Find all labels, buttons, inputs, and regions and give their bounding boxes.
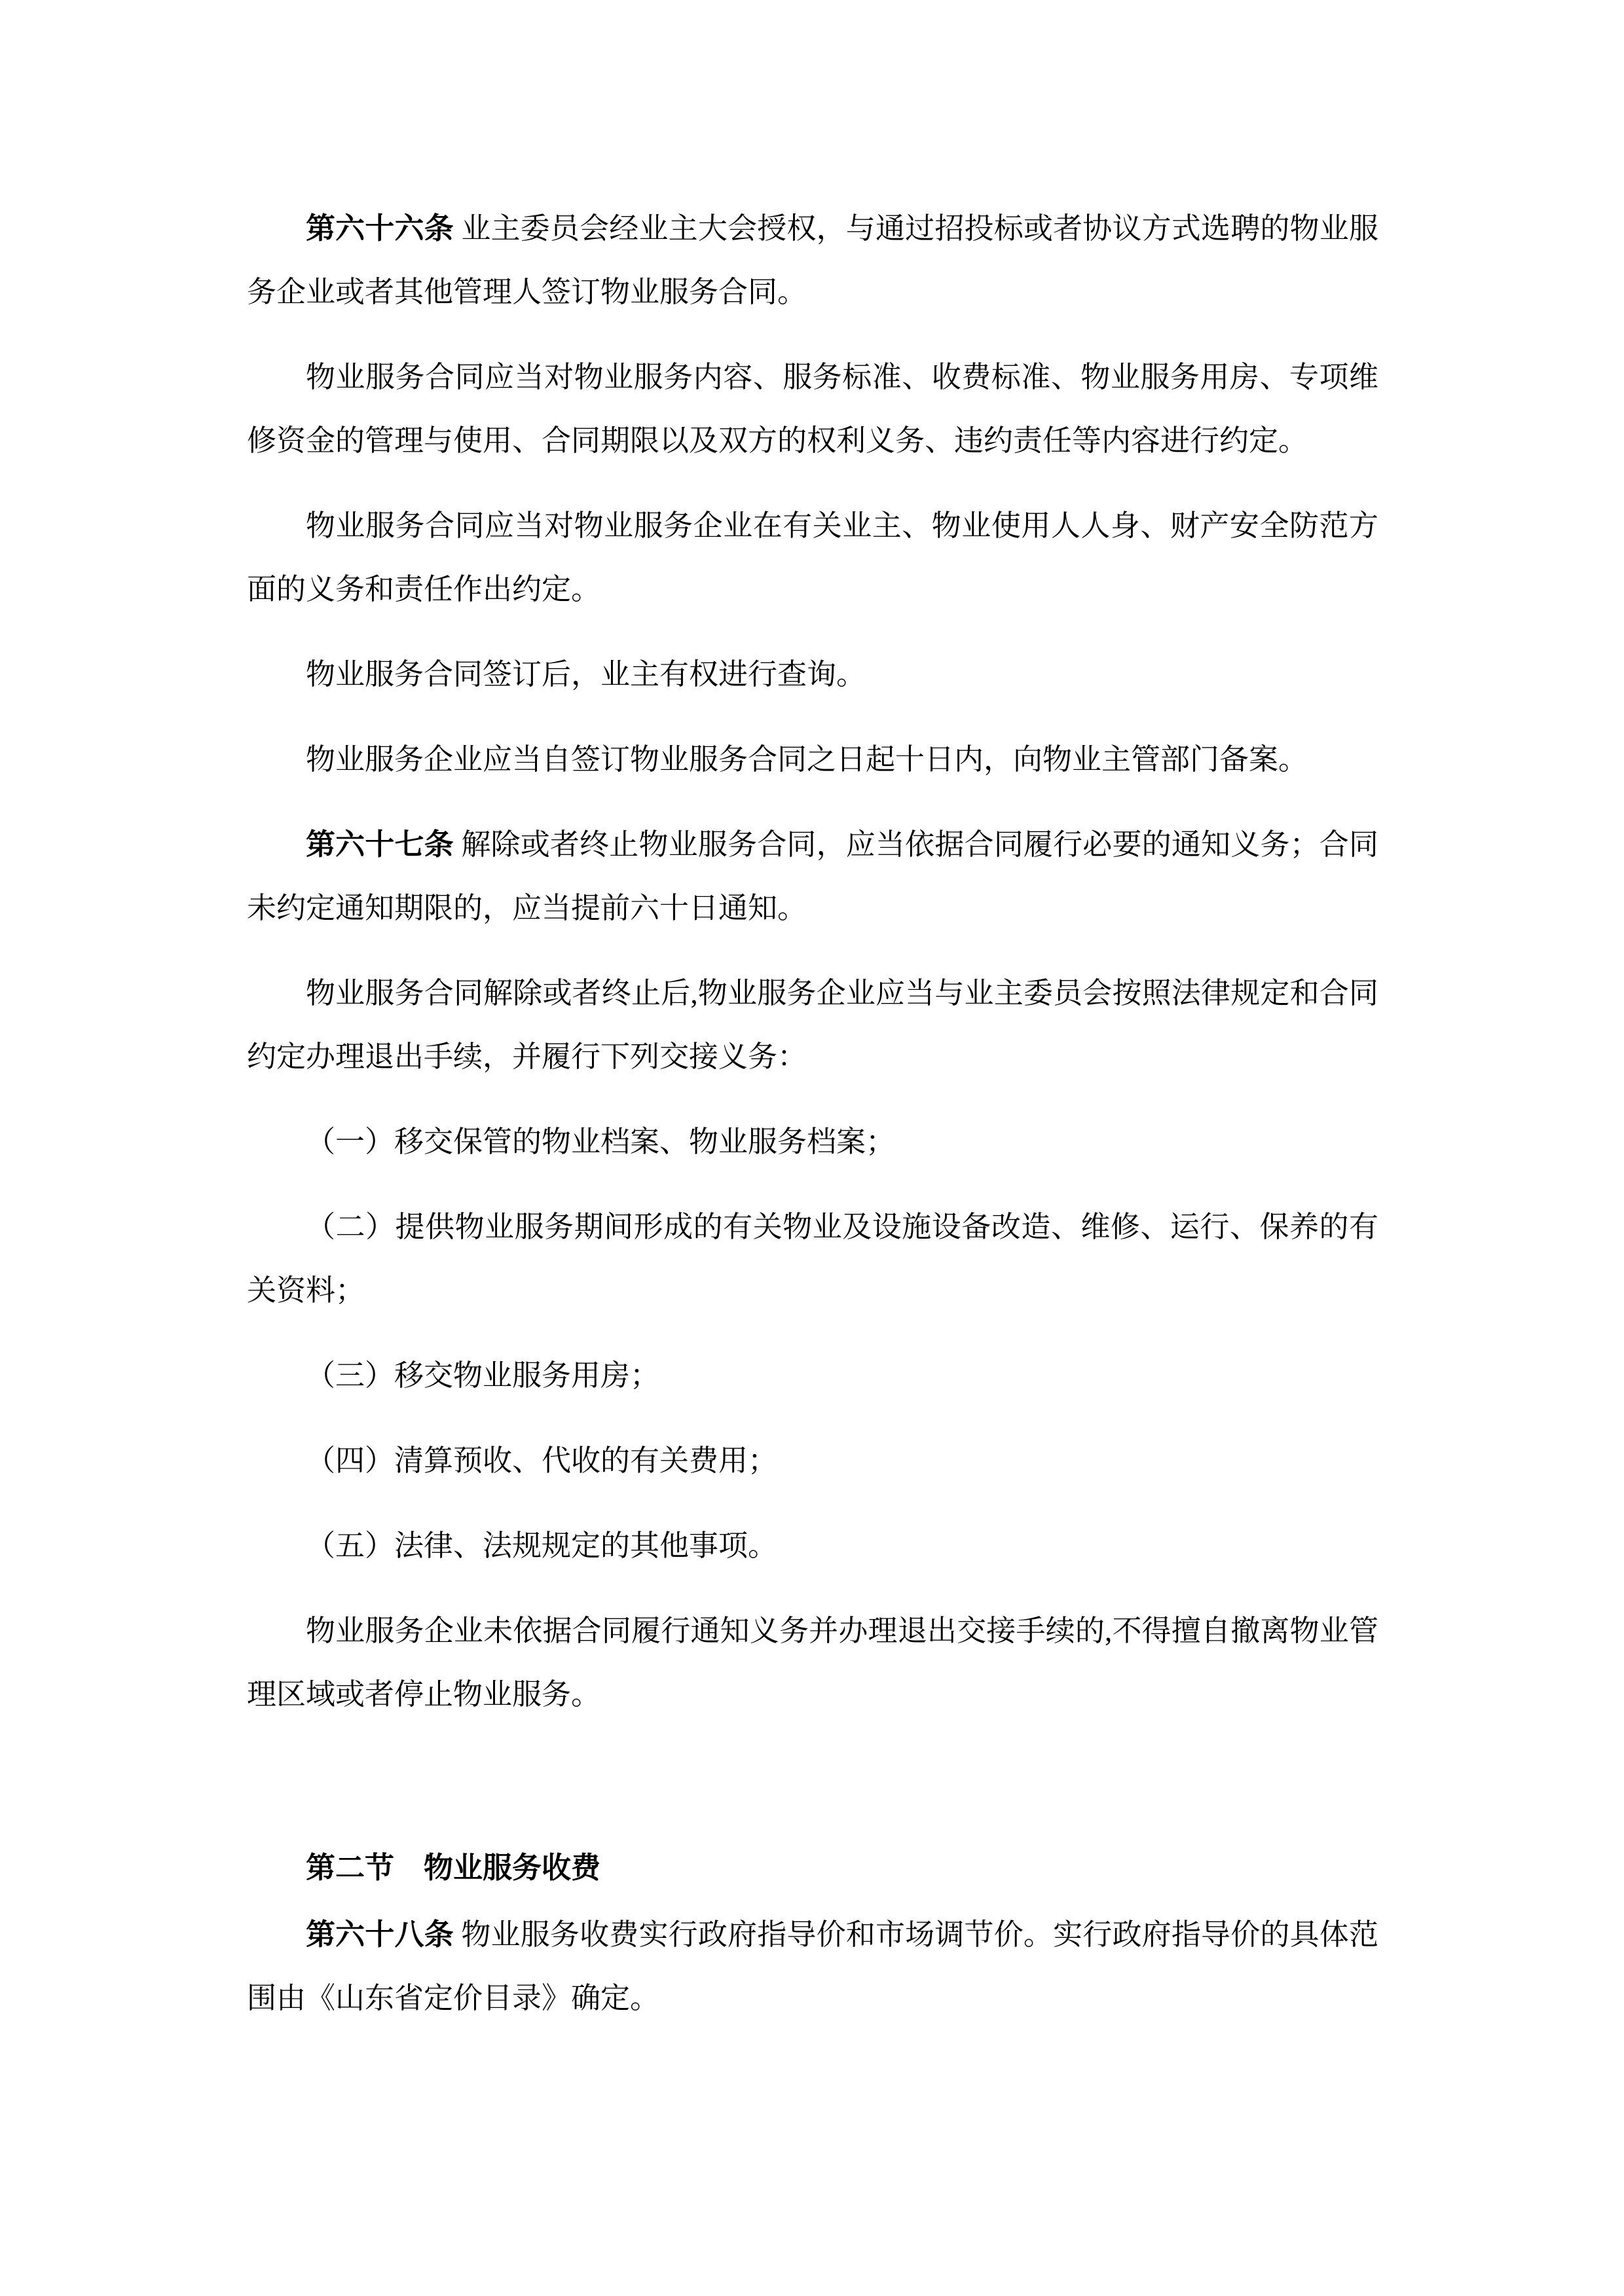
- paragraph-no-unauthorized-withdrawal-text: 物业服务企业未依据合同履行通知义务并办理退出交接手续的,不得擅自撤离物业管理区域或者停止物业服务。: [247, 1614, 1378, 1711]
- article-68-number: 第六十八条: [306, 1918, 454, 1951]
- list-item-5-text: （五）法律、法规规定的其他事项。: [306, 1529, 778, 1562]
- paragraph-no-unauthorized-withdrawal: [247, 1599, 1378, 1726]
- paragraph-exit-procedures-text: 物业服务合同解除或者终止后,物业服务企业应当与业主委员会按照法律规定和合同约定办理退出手续，并履行下列交接义务：: [247, 977, 1378, 1073]
- section-2-title: 物业服务收费: [394, 1851, 601, 1884]
- paragraph-article-67: [247, 813, 1378, 940]
- section-2-number: 第二节: [306, 1851, 395, 1884]
- list-item-3: [247, 1344, 1378, 1408]
- list-item-4-text: （四）清算预收、代收的有关费用；: [306, 1444, 778, 1477]
- article-67-text: 解除或者终止物业服务合同，应当依据合同履行必要的通知义务；合同未约定通知期限的，应当提前六十日通知。: [247, 828, 1378, 924]
- article-67-number: 第六十七条: [306, 828, 454, 861]
- list-item-2: [247, 1195, 1378, 1322]
- list-item-1-text: （一）移交保管的物业档案、物业服务档案；: [306, 1125, 896, 1158]
- section-2-heading: [247, 1836, 1378, 1900]
- paragraph-filing-requirement: [247, 728, 1378, 792]
- paragraph-contract-contents-text: 物业服务合同应当对物业服务内容、服务标准、收费标准、物业服务用房、专项维修资金的管理与使用、合同期限以及双方的权利义务、违约责任等内容进行约定。: [247, 361, 1378, 457]
- article-66-text: 业主委员会经业主大会授权，与通过招投标或者协议方式选聘的物业服务企业或者其他管理人签订物业服务合同。: [247, 212, 1378, 308]
- paragraph-safety-obligations-text: 物业服务合同应当对物业服务企业在有关业主、物业使用人人身、财产安全防范方面的义务和责任作出约定。: [247, 509, 1378, 606]
- article-68-text: 物业服务收费实行政府指导价和市场调节价。实行政府指导价的具体范围由《山东省定价目录》确定。: [247, 1918, 1378, 2014]
- list-item-5: [247, 1514, 1378, 1578]
- list-item-2-text: （二）提供物业服务期间形成的有关物业及设施设备改造、维修、运行、保养的有关资料；: [247, 1211, 1378, 1307]
- paragraph-exit-procedures: [247, 962, 1378, 1089]
- paragraph-article-68: [247, 1903, 1378, 2030]
- list-item-4: [247, 1429, 1378, 1493]
- paragraph-article-66: [247, 197, 1378, 324]
- list-item-3-text: （三）移交物业服务用房；: [306, 1359, 660, 1392]
- paragraph-owner-query-right-text: 物业服务合同签订后，业主有权进行查询。: [306, 658, 866, 691]
- article-66-number: 第六十六条: [306, 212, 454, 245]
- document-body: [247, 197, 1378, 2030]
- list-item-1: [247, 1110, 1378, 1174]
- paragraph-safety-obligations: [247, 494, 1378, 621]
- paragraph-filing-requirement-text: 物业服务企业应当自签订物业服务合同之日起十日内，向物业主管部门备案。: [306, 743, 1308, 776]
- paragraph-owner-query-right: [247, 643, 1378, 706]
- paragraph-contract-contents: [247, 346, 1378, 473]
